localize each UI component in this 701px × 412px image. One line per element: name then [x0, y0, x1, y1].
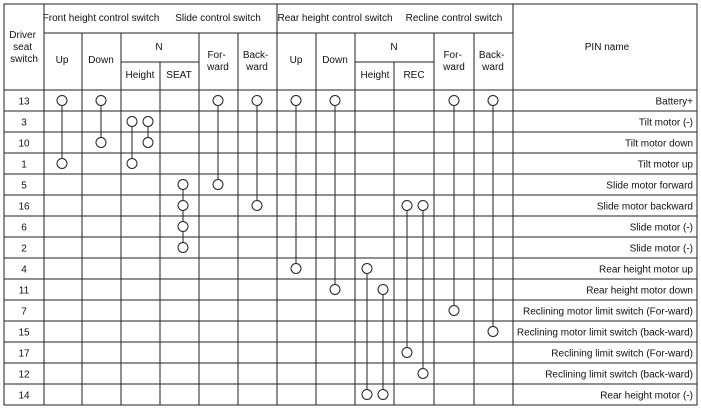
header-switch-line: switch	[10, 54, 38, 65]
row-pin-name: Rear height motor down	[586, 285, 693, 297]
terminal-circle	[213, 96, 223, 106]
terminal-circle	[252, 96, 262, 106]
table-row	[21, 244, 693, 255]
row-pin-name: Reclining motor limit switch (back-ward)	[516, 327, 693, 339]
terminal-circle	[330, 285, 340, 295]
terminal-circle	[362, 264, 372, 274]
row-pin-name: Slide motor (-)	[629, 222, 693, 234]
terminal-circle	[418, 201, 428, 211]
table-row	[21, 118, 693, 129]
row-pin-number: 12	[18, 369, 30, 381]
table-row	[21, 307, 693, 318]
rear-n-height-header: Height	[360, 70, 390, 81]
terminal-circle	[291, 264, 301, 274]
row-pin-name: Slide motor backward	[596, 201, 693, 213]
terminal-circle	[143, 117, 153, 127]
terminal-circle	[252, 201, 262, 211]
terminal-circle	[96, 96, 106, 106]
continuity-link	[291, 96, 301, 274]
terminal-circle	[449, 306, 459, 316]
group-front-height-label: Front height control switch	[42, 13, 160, 24]
row-pin-name: Rear height motor up	[599, 264, 693, 276]
table-row	[18, 391, 693, 402]
continuity-link	[213, 96, 223, 190]
rear-up-header: Up	[289, 55, 303, 66]
table-row	[19, 286, 693, 297]
front-up-header: Up	[55, 55, 69, 66]
terminal-circle	[178, 243, 188, 253]
front-down-header: Down	[88, 55, 114, 66]
continuity-link	[96, 96, 106, 148]
terminal-circle	[127, 117, 137, 127]
table-row	[18, 349, 693, 360]
row-pin-name: Rear height motor (-)	[600, 390, 693, 402]
front-n-seat-header: SEAT	[166, 70, 192, 81]
terminal-circle	[57, 159, 67, 169]
row-pin-number: 13	[18, 96, 30, 108]
terminal-circle	[57, 96, 67, 106]
row-pin-number: 10	[18, 138, 30, 150]
rear-n-header: N	[390, 42, 398, 53]
terminal-circle	[449, 96, 459, 106]
rear-n-rec-header: REC	[403, 70, 425, 81]
terminal-circle	[418, 369, 428, 379]
terminal-circle	[178, 222, 188, 232]
terminal-circle	[362, 390, 372, 400]
row-pin-name: Tilt motor up	[637, 159, 693, 171]
continuity-link	[362, 264, 372, 400]
terminal-circle	[178, 201, 188, 211]
terminal-circle	[213, 180, 223, 190]
terminal-circle	[178, 180, 188, 190]
row-pin-number: 17	[18, 348, 30, 360]
front-n-height-header: Height	[125, 70, 155, 81]
table-row	[18, 139, 693, 150]
table-row	[21, 223, 693, 234]
table-row	[18, 328, 693, 339]
row-pin-number: 14	[18, 390, 30, 402]
group-recline-label: Recline control switch	[405, 13, 503, 24]
front-n-header: N	[155, 42, 163, 53]
continuity-link	[418, 201, 428, 379]
table-row	[21, 181, 693, 192]
terminal-circle	[330, 96, 340, 106]
row-pin-name: Battery+	[655, 96, 693, 108]
table-row	[21, 160, 693, 171]
terminal-circle	[378, 390, 388, 400]
rear-down-header: Down	[322, 55, 348, 66]
slide-forward-header: For- ward	[207, 50, 229, 73]
terminal-circle	[143, 138, 153, 148]
terminal-circle	[378, 285, 388, 295]
terminal-circle	[291, 96, 301, 106]
continuity-link	[127, 117, 137, 169]
table-row	[18, 370, 693, 381]
table-body	[18, 97, 693, 402]
header-seat-line: seat	[13, 42, 33, 53]
row-pin-name: Reclining limit switch (back-ward)	[545, 369, 693, 381]
group-rear-height-label: Rear height control switch	[277, 13, 393, 24]
terminal-circle	[488, 327, 498, 337]
row-pin-number: 15	[18, 327, 30, 339]
table-row	[18, 202, 693, 213]
header-driver-line: Driver	[9, 30, 36, 41]
row-pin-number: 3	[21, 117, 27, 129]
slide-backward-header: Back- ward	[242, 50, 269, 73]
row-pin-number: 1	[21, 159, 27, 171]
recline-backward-header: Back- ward	[478, 50, 505, 73]
row-pin-number: 2	[21, 243, 27, 255]
terminal-circle	[402, 201, 412, 211]
pin-name-header: PIN name	[584, 42, 630, 53]
table-row	[18, 97, 693, 108]
continuity-link	[449, 96, 459, 316]
table-row	[21, 265, 693, 276]
row-pin-name: Tilt motor down	[625, 138, 693, 150]
row-pin-name: Reclining limit switch (For-ward)	[551, 348, 693, 360]
terminal-circle	[402, 348, 412, 358]
row-pin-number: 11	[18, 285, 30, 297]
terminal-circle	[96, 138, 106, 148]
recline-forward-header: For- ward	[443, 50, 465, 73]
row-pin-number: 16	[18, 201, 30, 213]
row-pin-name: Slide motor forward	[606, 180, 693, 192]
row-pin-number: 7	[21, 306, 27, 318]
header-driver-seat-switch	[9, 30, 38, 65]
group-slide-label: Slide control switch	[175, 13, 261, 24]
terminal-circle	[488, 96, 498, 106]
row-pin-number: 4	[21, 264, 27, 276]
row-pin-name: Tilt motor (-)	[638, 117, 693, 129]
row-pin-name: Slide motor (-)	[629, 243, 693, 255]
row-pin-number: 6	[21, 222, 27, 234]
table-header	[9, 13, 629, 81]
row-pin-number: 5	[21, 180, 27, 192]
row-pin-name: Reclining motor limit switch (For-ward)	[522, 306, 693, 318]
terminal-circle	[127, 159, 137, 169]
